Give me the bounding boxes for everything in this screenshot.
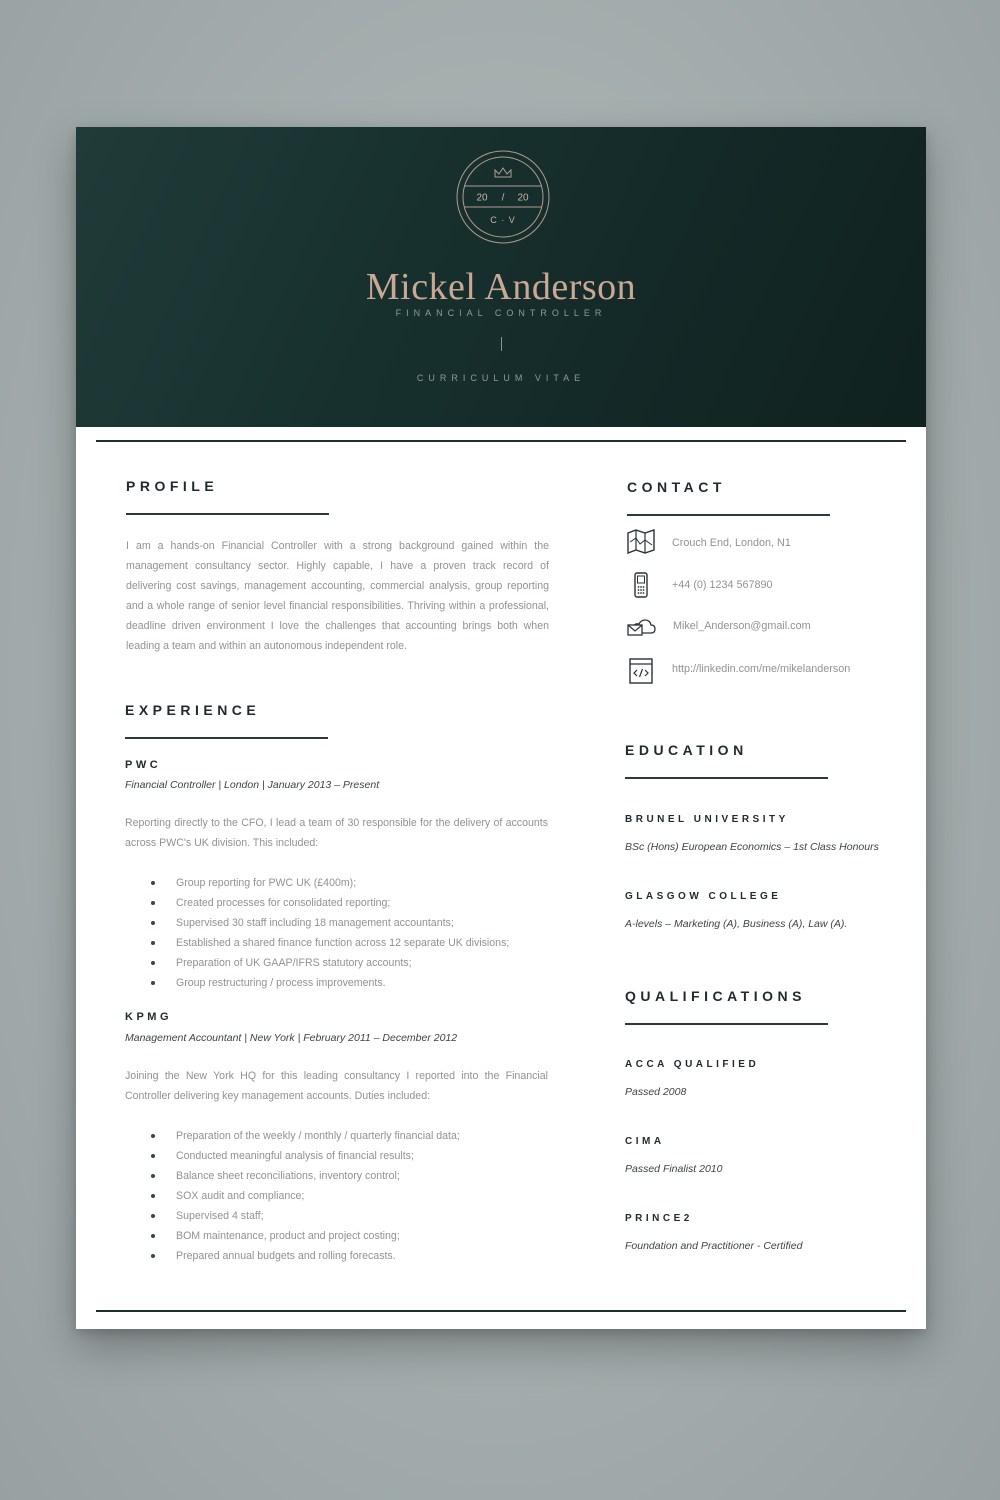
list-item: Prepared annual budgets and rolling forecasts. bbox=[176, 1246, 460, 1266]
cv-emblem-icon bbox=[455, 149, 551, 245]
job-summary-kpmg: Joining the New York HQ for this leading consultancy I reported into the Financial Controller delivering key management accounts. Duties included: bbox=[125, 1070, 548, 1102]
qualifications-heading: QUALIFICATIONS bbox=[625, 988, 806, 1004]
crown-icon bbox=[495, 168, 511, 177]
list-item: Created processes for consolidated reporting; bbox=[176, 893, 509, 913]
experience-underline bbox=[125, 737, 328, 739]
list-item: Preparation of the weekly / monthly / quarterly financial data; bbox=[176, 1126, 460, 1146]
email-icon bbox=[626, 613, 656, 641]
emblem-letters: C · V bbox=[490, 215, 516, 225]
qualification-detail: Passed Finalist 2010 bbox=[625, 1163, 723, 1175]
job-title: FINANCIAL CONTROLLER bbox=[395, 308, 607, 318]
resume-header bbox=[76, 127, 926, 427]
qualification-name: ACCA QUALIFIED bbox=[625, 1059, 760, 1070]
education-detail: A-levels – Marketing (A), Business (A), Law (A). bbox=[625, 918, 848, 930]
contact-phone: +44 (0) 1234 567890 bbox=[672, 579, 773, 591]
contact-heading: CONTACT bbox=[627, 479, 726, 495]
qualification-name: CIMA bbox=[625, 1136, 665, 1147]
map-icon bbox=[626, 528, 656, 556]
resume-page bbox=[76, 127, 926, 1329]
candidate-name: Mickel Anderson bbox=[365, 266, 637, 308]
web-icon bbox=[626, 657, 656, 685]
emblem-year-right: 20 bbox=[517, 192, 529, 204]
education-detail: BSc (Hons) European Economics – 1st Class Honours bbox=[625, 841, 879, 853]
list-item: Supervised 30 staff including 18 management accountants; bbox=[176, 913, 509, 933]
list-item: SOX audit and compliance; bbox=[176, 1186, 460, 1206]
list-item: Supervised 4 staff; bbox=[176, 1206, 460, 1226]
document-label: CURRICULUM VITAE bbox=[416, 373, 586, 383]
job-summary-pwc: Reporting directly to the CFO, I lead a team of 30 responsible for the delivery of accounts across PWC's UK division. This included: bbox=[125, 817, 548, 849]
profile-text: I am a hands-on Financial Controller with a strong background gained within the management consultancy sector. Highly capable, I have a proven track record of delivering cost savings, management accounting, commercial analysis, group reporting and a whole range of senior level financial responsibilities. Thriving within a professional, deadline driven environment I love the challenges that accounting brings both when leading a team and within an autonomous independent role. bbox=[126, 540, 549, 652]
phone-icon bbox=[626, 571, 656, 599]
education-institution: BRUNEL UNIVERSITY bbox=[625, 814, 789, 825]
list-item: Group restructuring / process improvements. bbox=[176, 973, 509, 993]
job-duties-kpmg bbox=[126, 1126, 460, 1266]
bottom-rule bbox=[96, 1310, 906, 1312]
top-rule bbox=[96, 440, 906, 442]
contact-website: http://linkedin.com/me/mikelanderson bbox=[672, 663, 851, 675]
list-item: Group reporting for PWC UK (£400m); bbox=[176, 873, 509, 893]
emblem-year-separator: / bbox=[501, 192, 505, 204]
list-item: Established a shared finance function across 12 separate UK divisions; bbox=[176, 933, 509, 953]
profile-underline bbox=[126, 513, 329, 515]
education-institution: GLASGOW COLLEGE bbox=[625, 891, 782, 902]
job-meta-pwc: Financial Controller | London | January 2013 – Present bbox=[125, 779, 380, 791]
company-kpmg: KPMG bbox=[125, 1011, 172, 1023]
qualifications-underline bbox=[625, 1023, 828, 1025]
profile-heading: PROFILE bbox=[126, 478, 219, 494]
qualification-detail: Passed 2008 bbox=[625, 1086, 687, 1098]
experience-heading: EXPERIENCE bbox=[125, 702, 261, 718]
qualification-detail: Foundation and Practitioner - Certified bbox=[625, 1240, 803, 1252]
company-pwc: PWC bbox=[125, 759, 162, 771]
list-item: Conducted meaningful analysis of financial results; bbox=[176, 1146, 460, 1166]
education-underline bbox=[625, 777, 828, 779]
header-divider bbox=[501, 337, 502, 351]
list-item: BOM maintenance, product and project costing; bbox=[176, 1226, 460, 1246]
list-item: Balance sheet reconciliations, inventory control; bbox=[176, 1166, 460, 1186]
contact-underline bbox=[627, 514, 830, 516]
contact-address: Crouch End, London, N1 bbox=[672, 537, 791, 549]
emblem-year-left: 20 bbox=[476, 192, 488, 204]
job-duties-pwc bbox=[126, 873, 509, 993]
qualification-name: PRINCE2 bbox=[625, 1213, 693, 1224]
contact-email: Mikel_Anderson@gmail.com bbox=[673, 620, 811, 632]
list-item: Preparation of UK GAAP/IFRS statutory accounts; bbox=[176, 953, 509, 973]
job-meta-kpmg: Management Accountant | New York | February 2011 – December 2012 bbox=[125, 1032, 458, 1044]
education-heading: EDUCATION bbox=[625, 742, 748, 758]
